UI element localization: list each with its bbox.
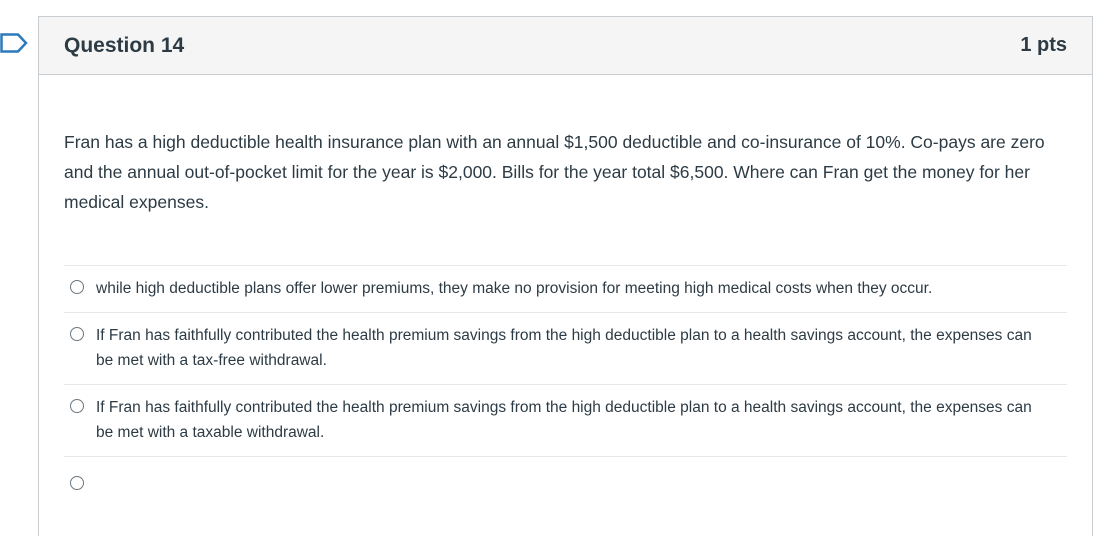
answer-option[interactable]	[64, 385, 1067, 457]
question-text: Fran has a high deductible health insurance plan with an annual $1,500 deductible and co-insurance of 10%. Co-pays are zero and the annual out-of-pocket limit for the year is $2,000. Bills for the year total $6,500. Where can Fran get the money for her medical expenses.	[64, 132, 1045, 212]
answer-label[interactable]: while high deductible plans offer lower premiums, they make no provision for meeting high medical costs when they occur.	[96, 280, 933, 297]
radio-button[interactable]	[70, 280, 84, 294]
radio-button[interactable]	[70, 327, 84, 341]
answer-list	[64, 265, 1067, 501]
answer-option[interactable]	[64, 457, 1067, 501]
answer-option[interactable]	[64, 266, 1067, 313]
question-body	[39, 75, 1092, 501]
question-card	[38, 16, 1093, 536]
answer-label[interactable]: If Fran has faithfully contributed the health premium savings from the high deductible plan to a health savings account, the expenses can be met with a tax-free withdrawal.	[96, 327, 1032, 369]
flag-question-icon[interactable]	[0, 33, 28, 53]
answer-option[interactable]	[64, 313, 1067, 385]
answer-label[interactable]: If Fran has faithfully contributed the health premium savings from the high deductible plan to a health savings account, the expenses can be met with a taxable withdrawal.	[96, 399, 1032, 441]
question-header	[39, 17, 1092, 75]
question-points: 1 pts	[1020, 34, 1067, 56]
radio-button[interactable]	[70, 476, 84, 490]
question-title: Question 14	[64, 33, 185, 57]
radio-button[interactable]	[70, 399, 84, 413]
